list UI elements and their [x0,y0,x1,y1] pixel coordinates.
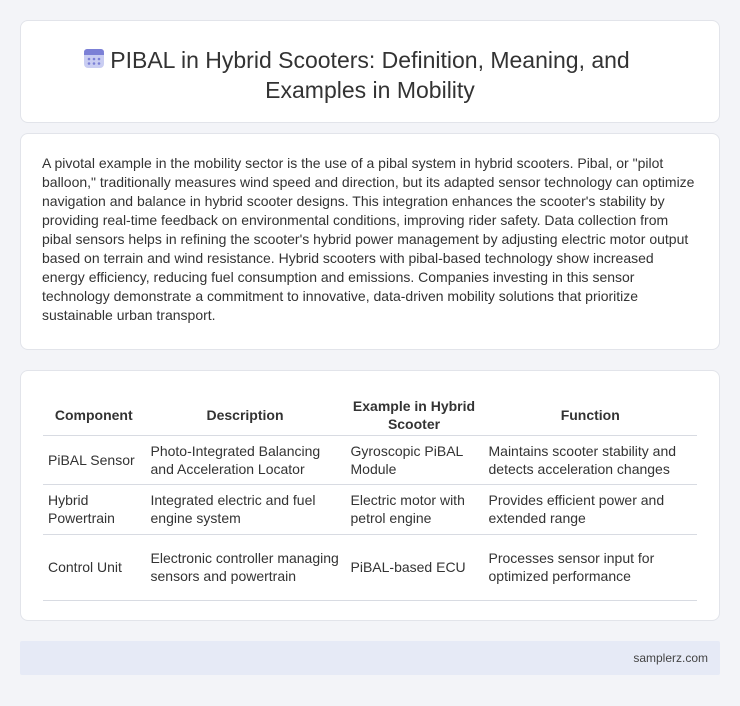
column-header-example: Example in Hybrid Scooter [345,395,483,435]
cell-example: PiBAL-based ECU [345,534,483,600]
column-header-component: Component [43,395,145,435]
column-header-description: Description [145,395,345,435]
table-card [20,370,720,621]
cell-example: Electric motor with petrol engine [345,484,483,534]
column-header-function: Function [483,395,697,435]
title-card [20,20,720,123]
cell-function: Maintains scooter stability and detects acceleration changes [483,435,697,484]
cell-description: Photo-Integrated Balancing and Acceleration Locator [145,435,345,484]
intro-paragraph: A pivotal example in the mobility sector is the use of a pibal system in hybrid scooters. Pibal, or "pilot balloon," traditionally measures wind speed and direction, but its adapted sensor technology can optimize navigation and balance in hybrid scooter designs. This integration enhances the scooter's stability by providing real-time feedback on environmental conditions, improving rider safety. Data collection from pibal sensors helps in refining the scooter's hybrid power management by adjusting electric motor output based on terrain and wind resistance. Hybrid scooters with pibal-based technology show increased energy efficiency, reducing fuel consumption and emissions. Companies investing in this sensor technology demonstrate a commitment to innovative, data-driven mobility solutions that prioritize sustainable urban transport. [42,155,695,323]
page-title: PIBAL in Hybrid Scooters: Definition, Meaning, and Examples in Mobility [110,47,630,103]
cell-function: Processes sensor input for optimized performance [483,534,697,600]
intro-card [20,133,720,350]
cell-example: Gyroscopic PiBAL Module [345,435,483,484]
cell-component: Control Unit [43,534,145,600]
footer-site-link[interactable]: samplerz.com [633,651,708,665]
table-row [43,435,697,484]
footer-bar [20,641,720,675]
cell-component: PiBAL Sensor [43,435,145,484]
cell-description: Integrated electric and fuel engine system [145,484,345,534]
cell-component: Hybrid Powertrain [43,484,145,534]
cell-description: Electronic controller managing sensors and powertrain [145,534,345,600]
cell-function: Provides efficient power and extended range [483,484,697,534]
table-row [43,484,697,534]
title-wrap [21,45,719,105]
table-row [43,534,697,600]
table-header-row [43,395,697,435]
component-table [43,395,697,601]
